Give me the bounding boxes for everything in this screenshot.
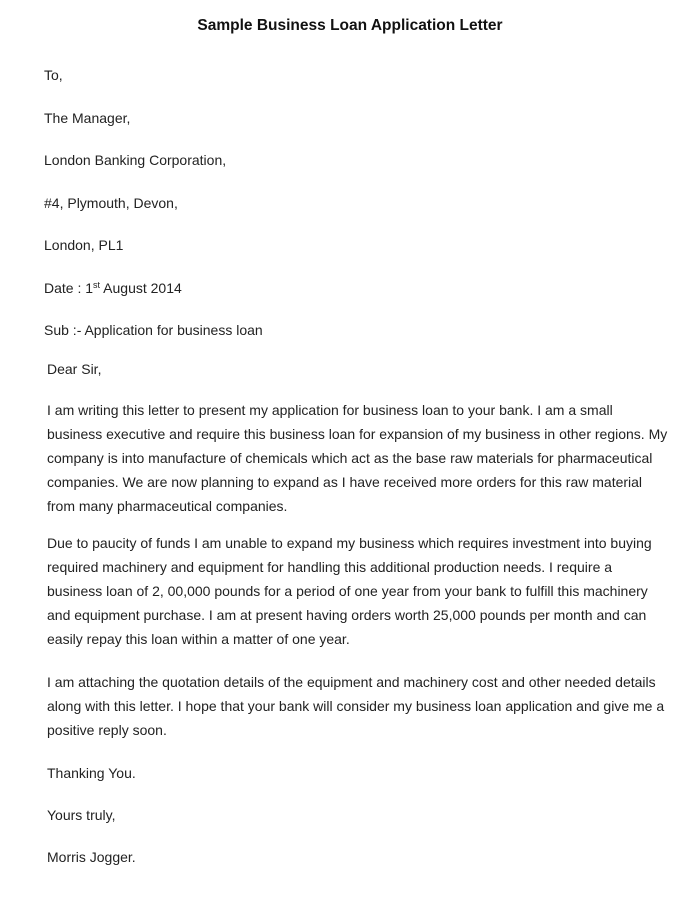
- paragraph-line: required machinery and equipment for handling this additional production needs. I require a: [47, 559, 613, 575]
- paragraph-line: business executive and require this business loan for expansion of my business in other regions. My: [47, 426, 668, 442]
- paragraph-line: I am attaching the quotation details of the equipment and machinery cost and other needed details: [47, 674, 656, 690]
- address-line: #4, Plymouth, Devon,: [44, 195, 178, 211]
- letter-date: [44, 280, 182, 297]
- date-ordinal: st: [93, 280, 101, 290]
- subject-line: Sub :- Application for business loan: [44, 322, 263, 338]
- city-line: London, PL1: [44, 237, 124, 253]
- paragraph-line: along with this letter. I hope that your bank will consider my business loan application and give me a: [47, 698, 665, 714]
- paragraph-1: [47, 398, 667, 518]
- date-label: Date : 1: [44, 280, 94, 296]
- date-rest: August 2014: [100, 280, 182, 296]
- recipient-title: The Manager,: [44, 110, 131, 126]
- signature-name: Morris Jogger.: [47, 849, 136, 865]
- bank-name: London Banking Corporation,: [44, 152, 227, 168]
- paragraph-3: [47, 670, 667, 742]
- paragraph-line: easily repay this loan within a matter of one year.: [47, 631, 350, 647]
- paragraph-line: positive reply soon.: [47, 722, 167, 738]
- paragraph-line: Due to paucity of funds I am unable to expand my business which requires investment into buying: [47, 535, 652, 551]
- paragraph-line: and equipment purchase. I am at present having orders worth 25,000 pounds per month and can: [47, 607, 647, 623]
- paragraph-line: company is into manufacture of chemicals which act as the base raw materials for pharmaceutical: [47, 450, 653, 466]
- paragraph-line: business loan of 2, 00,000 pounds for a period of one year from your bank to fulfill this machinery: [47, 583, 648, 599]
- paragraph-line: from many pharmaceutical companies.: [47, 498, 288, 514]
- thanks-line: Thanking You.: [47, 765, 136, 781]
- closing-line: Yours truly,: [47, 807, 116, 823]
- salutation-to: To,: [44, 67, 63, 83]
- paragraph-line: companies. We are now planning to expand as I have received more orders for this raw material: [47, 474, 643, 490]
- letter-title: Sample Business Loan Application Letter: [197, 17, 503, 34]
- paragraph-line: I am writing this letter to present my application for business loan to your bank. I am a small: [47, 402, 613, 418]
- greeting: Dear Sir,: [47, 361, 102, 377]
- paragraph-2: [47, 531, 667, 651]
